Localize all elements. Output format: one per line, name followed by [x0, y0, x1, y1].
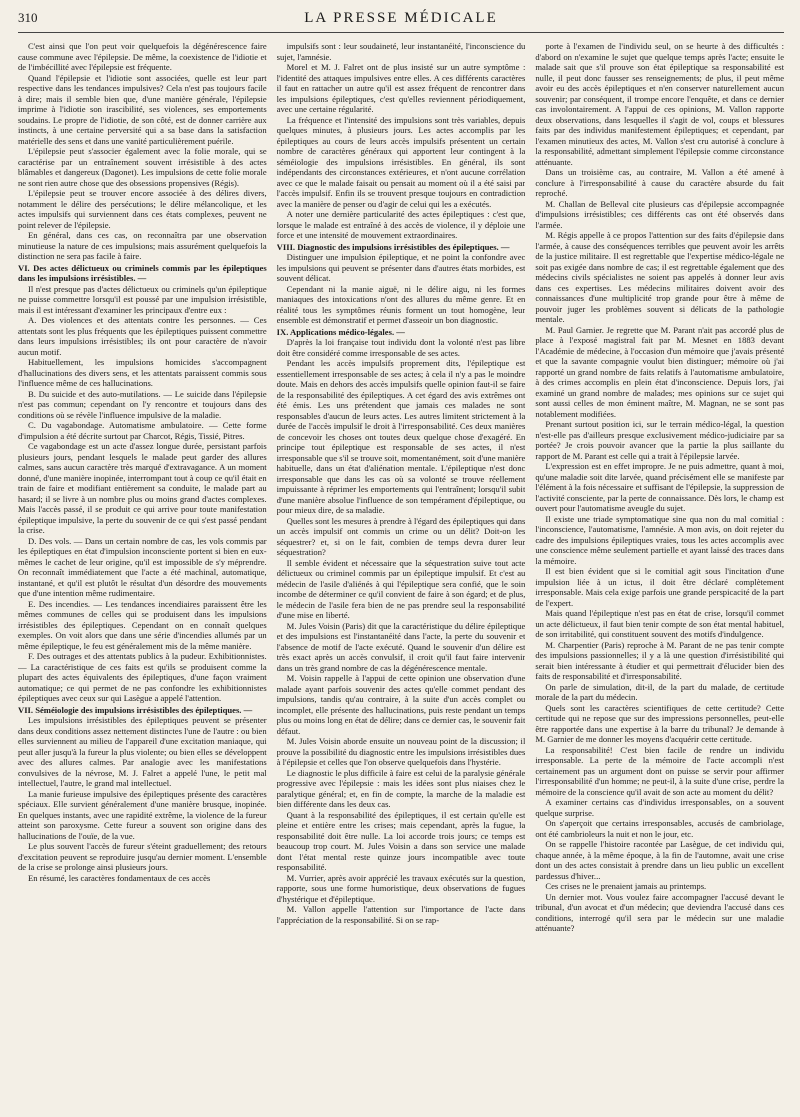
paragraph: Morel et M. J. Falret ont de plus insisté sur un autre symptôme : l'identité des attaques impulsives entre elles. A ces différents caractères il faut en rattacher un autre qu'il est assez fréquent de rencontrer dans les impulsions épileptiques, c'est qu'elles reviennent périodiquement, avec une certaine régularité. — [276, 62, 526, 114]
paragraph: A examiner certains cas d'individus irresponsables, on a souvent quelque surprise. — [535, 797, 784, 818]
paragraph: M. Jules Voisin (Paris) dit que la caractéristique du délire épileptique et des impulsions est l'instantanéité dans l'acte, la perte du souvenir et l'absence de motif de l'acte exécuté. Quand le souvenir d'un délire est très exact après un accès convulsif, il croit qu'il faut faire intervenir dans un très grand nombre de cas la dégénérescence mentale. — [276, 620, 526, 673]
section-heading: VIII. Diagnostic des impulsions irrésistibles des épileptiques. — — [276, 241, 510, 252]
paragraph: Ces crises ne le prenaient jamais au printemps. — [545, 881, 707, 891]
paragraph: Il n'est presque pas d'actes délictueux ou criminels qu'un épileptique ne puisse commettre lorsqu'il est poussé par une impulsion irrésistible, mais il est intéressant d'examiner les principaux d'entre eux : — [18, 283, 267, 315]
paragraph: La manie furieuse impulsive des épileptiques présente des caractères spéciaux. Elle survient généralement d'une manière brusque, inopinée. En quelques instants, avec une rapidité extrême, la violence de la fureur atteint son paroxysme. Cette fureur a souvent son origine dans des hallucinations de l'ouïe, de la vue. — [18, 788, 267, 841]
text-columns — [18, 41, 784, 1116]
paragraph: M. Vallon appelle l'attention sur l'importance de l'acte dans l'appréciation de la responsabilité. Si on se rap- — [276, 904, 526, 925]
paragraph: M. Jules Voisin aborde ensuite un nouveau point de la discussion; il prouve la possibilité du diagnostic entre les impulsions irrésistibles dues à l'épilepsie et celles que l'on observe quelquefois dans l'hystérie. — [276, 736, 526, 767]
paragraph: Mais quand l'épileptique n'est pas en état de crise, lorsqu'il commet un acte délictueux, il faut bien tenir compte de son état mental habituel, de son irritabilité, qui constituent souvent des motifs d'indulgence. — [535, 608, 784, 639]
paragraph: Pendant les accès impulsifs proprement dits, l'épileptique est essentiellement irresponsable de ses actes; à cela il n'y a pas le moindre doute. Mais en dehors des accès impulsifs quelle opinion faut-il se faire de la responsabilité des épileptiques. A cet égard des avis extrêmes ont été émis. Les uns prétendent que jamais ces malades ne sont responsables d'aucun de leurs actes. Les autres limitent strictement à la durée de l'accès impulsif le droit à l'irresponsabilité. Ces deux manières de concevoir les choses ont toutes deux quelque chose d'exagéré. En principe tout épileptique est responsable de ses actes, il n'est irresponsable que s'il se trouve soit, momentanément, soit d'une manière habituelle, dans un état d'aliénation mentale. L'épileptique n'est donc irresponsable que dans les cas où sa volonté se trouve réellement impuissante à réprimer les emportements qui l'entraînent; lorsqu'il subit d'une manière absolue l'influence de son tempérament d'épileptique, ou pour mieux dire, de sa maladie. — [276, 358, 526, 515]
paragraph: M. Challan de Belleval cite plusieurs cas d'épilepsie accompagnée d'impulsions irrésistibles; ces différents cas ont été observés dans l'armée. — [535, 198, 784, 230]
paragraph: On s'aperçoit que certains irresponsables, accusés de cambriolage, ont été cambrioleurs la nuit et non le jour, etc. — [535, 818, 784, 839]
paragraph: B. Du suicide et des auto-mutilations. — Le suicide dans l'épilepsie n'est pas commun; cependant on l'y rencontre et toujours dans des conditions où se révèle l'influence impulsive de la maladie. — [18, 388, 267, 420]
paragraph: Il semble évident et nécessaire que la séquestration suive tout acte délictueux ou criminel commis par un épileptique impulsif. Et c'est au médecin de l'asile d'aliénés à qui l'épileptique sera confié, que le soin incombe de déterminer ce qu'il convient de faire à son égard; et de plus, le médecin de l'asile fera bien de ne pas prendre seul la responsabilité d'une mise en liberté. — [276, 557, 526, 620]
paragraph: D'après la loi française tout individu dont la volonté n'est pas libre doit être considéré comme irresponsable de ses actes. — [276, 337, 526, 358]
paragraph: Un dernier mot. Vous voulez faire accompagner l'accusé devant le tribunal, d'un avocat et d'un médecin; que deviendra l'accusé dans ces conditions, interrogé qu'il sera par le médecin sur une maladie atténuante? — [535, 891, 784, 933]
paragraph: F. Des outrages et des attentats publics à la pudeur. Exhibitionnistes. — La caractéristique de ces faits est qu'ils se produisent comme la plupart des actes équivalents des épileptiques, d'une façon vraiment automatique; ce qui permet de ne pas confondre les exhibitionnistes épileptiques avec ceux sur qui Lasègue a appelé l'attention. — [18, 651, 267, 703]
page-header — [18, 10, 784, 33]
paragraph: Le diagnostic le plus difficile à faire est celui de la paralysie générale progressive avec l'épilepsie : mais les idées sont plus niaises chez le paralytique général; et, en fin de compte, la marche de la maladie est bien différente dans les deux cas. — [276, 767, 526, 809]
paragraph: M. Charpentier (Paris) reproche à M. Parant de ne pas tenir compte des impulsions passionnelles; il y a là une question d'irrésistibilité qui serait bien intéressante à étudier et qui permettrait d'élucider bien des faits de responsabilité et d'irresponsabilité. — [535, 639, 784, 681]
paragraph: L'épilepsie peut se trouver encore associée à des délires divers, notamment le délire des persécutions; le délire mélancolique, et les actes impulsifs qui surviennent dans ces états complexes, peuvent ne point relever de l'épilepsie. — [18, 188, 267, 230]
paragraph: M. Régis appelle à ce propos l'attention sur des faits d'épilepsie dans l'armée, à cause des conséquences terribles que peuvent avoir les arrêts de la justice militaire. Il est regrettable que l'expertise médico-légale ne soit pas exigée dans nombre de cas; il est regrettable également que des médecins civils spécialistes ne soient pas appelés à donner leur avis dans ces expertises. Les médecins militaires doivent avoir des connaissances d'une multiplicité trop grande pour être à même de pouvoir juger les problèmes souvent si délicats de la pathologie mentale. — [535, 230, 784, 324]
column-left — [18, 41, 267, 1116]
paragraph: Il existe une triade symptomatique sine qua non du mal comitial : l'inconscience, l'automatisme, l'amnésie. A mon avis, on doit rejeter du cadre des impulsions épileptiques vraies, tous les actes accomplis avec une conscience même seulement partielle et ayant laissé des traces dans la mémoire. — [535, 513, 784, 566]
paragraph: Le plus souvent l'accès de fureur s'éteint graduellement; des retours d'excitation peuvent se reproduire jusqu'au dernier moment. L'ensemble de la crise se prolonge ainsi plusieurs jours. — [18, 841, 267, 872]
page-number: 310 — [18, 10, 38, 25]
paragraph: porte à l'examen de l'individu seul, on se heurte à des difficultés : d'abord on n'examine le sujet que quelque temps après l'acte; ensuite le malade sait que s'il prouve son état épileptique sa responsabilité est nulle, il peut donc fausser ses renseignements; de plus, il peut même avoir eu des accès épileptiques et n'en conserver naturellement aucun souvenir; par conséquent, il trompe encore l'enquête, et dans ce dernier cas involontairement. A l'appui de ces opinions, M. Vallon rapporte deux observations, dans lesquelles il s'agit de vol, coups et blessures faits par des individus manifestement épileptiques; et cependant, par l'examen minutieux des actes, M. Vallon s'est cru autorisé à conclure à la responsabilité, admettant simplement l'épilepsie comme circonstance atténuante. — [535, 41, 784, 167]
paragraph: La fréquence et l'intensité des impulsions sont très variables, depuis quelques minutes, à plusieurs jours. Les actes accomplis par les épileptiques au cours de leurs accès impulsifs présentent un certain nombre de caractères généraux qui apportent leur contingent à la séméiologie des impulsions irrésistibles. En général, ils sont indépendants des circonstances extérieures, et n'ont aucune corrélation avec ce que le malade faisait ou pensait au moment où il a été saisi par l'accès impulsif. Enfin ils se trouvent presque toujours en contradiction avec la manière de penser ou d'agir de celui qui les a exécutés. — [276, 114, 526, 209]
journal-title: LA PRESSE MÉDICALE — [304, 10, 498, 26]
section-heading: VII. Séméiologie des impulsions irrésistibles des épileptiques. — — [18, 704, 253, 715]
paragraph: C. Du vagabondage. Automatisme ambulatoire. — Cette forme d'impulsion a été décrite surtout par Charcot, Régis, Tissié, Pitres. — [18, 420, 267, 441]
paragraph: E. Des incendies. — Les tendances incendiaires paraissent être les mêmes communes de celles qui se produisent dans les impulsions irrésistibles des épileptiques. Cependant on en connaît quelques exemples. On voit alors que dans une série d'incendies allumés par un même épileptique, le feu est généralement mis de la même manière. — [18, 598, 267, 651]
paragraph: En général, dans ces cas, on reconnaîtra par une observation minutieuse la nature de ces impulsions; mais assurément quelquefois la distinction ne sera pas facile à faire. — [18, 230, 267, 261]
paragraph: M. Paul Garnier. Je regrette que M. Parant n'ait pas accordé plus de place à l'exposé magistral fait par M. Mesnet en 1883 devant l'Académie de médecine, à l'occasion d'un mémoire que j'avais présenté et que la savante compagnie voulut bien distinguer; mémoire où j'ai rapporté un grand nombre de faits relatifs à l'automatisme ambulatoire, à des crimes accomplis en plein état d'inconscience. Depuis lors, j'ai examiné un grand nombre de malades; mes opinions sur ce sujet qui sont aussi celles de mon éminent maître, M. Magnan, ne se sont pas notablement modifiées. — [535, 324, 784, 419]
paragraph: Quels sont les caractères scientifiques de cette certitude? Cette certitude qui ne repose que sur des impressions personnelles, peut-elle être rapportée dans une expertise à la barre du tribunal? Je demande à M. Garnier de me donner les moyens d'acquérir cette certitude. — [535, 702, 784, 744]
paragraph: M. Vurrier, après avoir apprécié les travaux exécutés sur la question, rapporte, sous une forme humoristique, deux observations de fugues d'hystérique et d'épileptique. — [276, 872, 526, 904]
section-heading: IX. Applications médico-légales. — — [276, 326, 405, 337]
paragraph: Il est bien évident que si le comitial agit sous l'incitation d'une impulsion liée à un ictus, il doit être déclaré complètement irresponsable. Mais cela exige parfois une grande perspicacité de la part de l'expert. — [535, 566, 784, 608]
paragraph: L'épilepsie peut s'associer également avec la folie morale, qui se caractérise par un entraînement souvent irrésistible à des actes blâmables et dangereux (Dagonet). Les impulsions de cette folie morale ne sont rien autre chose que des obsessions propensives (Régis). — [18, 146, 267, 188]
paragraph: Dans un troisième cas, au contraire, M. Vallon a été amené à conclure à l'irresponsabilité à cause du caractère absurde du fait reproché. — [535, 167, 784, 198]
paragraph: Quand l'épilepsie et l'idiotie sont associées, quelle est leur part respective dans les tendances impulsives? Cela n'est pas toujours facile à dire; mais il semble bien que, d'une manière générale, l'épilepsie imprime à l'idiotie son irascibilité, ses violences, ses emportements soudains. Le propre de l'idiotie, de son côté, est de donner carrière aux instincts, à une certaine perversité qui a sa base dans la satisfaction matérielle des sens et dans une vanité particulièrement puérile. — [18, 72, 267, 146]
paragraph: La responsabilité! C'est bien facile de rendre un individu irresponsable. La perte de la mémoire de l'acte accompli n'est certainement pas un argument dont on puisse se servir pour affirmer l'irresponsabilité d'un homme; ne peut-il, à la suite d'une crise, perdre la mémoire de la conscience qu'il avait de son acte au moment du délit? — [535, 744, 784, 797]
paragraph: Cependant ni la manie aiguë, ni le délire aigu, ni les formes maniaques des intoxications n'ont des allures du même genre. Et en réalité tous les symptômes réunis forment un tout homogène, leur ensemble est démonstratif et permet d'asseoir un bon diagnostic. — [276, 283, 526, 325]
paragraph: L'expression est en effet impropre. Je ne puis admettre, quant à moi, qu'une maladie soit dite larvée, quand précisément elle se manifeste par l'élément à la fois nécessaire et suffisant de l'épilepsie, la suppression de l'activité consciente, par la perte de connaissance. Dès lors, le champ est ouvert pour l'automatisme aveugle du sujet. — [535, 461, 784, 513]
paragraph: Les impulsions irrésistibles des épileptiques peuvent se présenter dans deux conditions assez nettement distinctes l'une de l'autre : ou bien elles surviennent au milieu de l'appareil d'une excitation maniaque, qui peut aller jusqu'à la fureur la plus violente; ou bien elles se développent avec des allures calmes. Par analogie avec les manifestations convulsives de la névrose, M. J. Falret a appelé l'une, le petit mal intellectuel, l'autre, le grand mal intellectuel. — [18, 715, 267, 788]
paragraph: C'est ainsi que l'on peut voir quelquefois la dégénérescence faire cause commune avec l'épilepsie. De même, la coexistence de l'idiotie et de l'imbécillité avec l'épilepsie est fréquente. — [18, 41, 267, 72]
paragraph: Ce vagabondage est un acte d'assez longue durée, persistant parfois plusieurs jours, pendant lesquels le malade peut garder des allures calmes, sans aucun caractère très marqué d'extravagance. A un moment donné, d'une manière inopinée, interrompant tout à coup ce qu'il était en train de faire et modifiant entièrement sa conduite, le malade part au hasard; il se livre à un nombre plus ou moins grand d'actes complexes. Mais l'accès passé, il se produit ce qui arrive pour toute manifestation épileptique impulsive, la perte du souvenir de ce qui s'est passé pendant la crise. — [18, 441, 267, 535]
paragraph: A noter une dernière particularité des actes épileptiques : c'est que, lorsque le malade est entraîné à des accès de violence, il y déploie une force et une intensité de mouvement extraordinaires. — [276, 209, 526, 240]
column-right — [535, 41, 784, 1116]
paragraph: impulsifs sont : leur soudaineté, leur instantanéité, l'inconscience du sujet, l'amnésie. — [276, 41, 526, 62]
paragraph: On parle de simulation, dit-il, de la part du malade, de certitude morale de la part du médecin. — [535, 681, 784, 702]
paragraph: Distinguer une impulsion épileptique, et ne point la confondre avec les impulsions qui peuvent se présenter dans d'autres états morbides, est souvent délicat. — [276, 252, 526, 283]
paragraph: M. Voisin rappelle à l'appui de cette opinion une observation d'une malade ayant parfois souvenir des actes qu'elle commet pendant des impulsions, tandis qu'au contraire, à la suite d'un accès complet ou incomplet, elle présente des hallucinations, puis reste pendant un temps plus ou moins long en état de délire; dans ce dernier cas, le souvenir fait défaut. — [276, 673, 526, 736]
paragraph: Prenant surtout position ici, sur le terrain médico-légal, la question n'est-elle pas d'ailleurs presque exclusivement médico-judiciaire par sa portée? Je crois pouvoir avancer que la partie la plus saillante du rapport de M. Parant est celle qui a trait à l'épilepsie larvée. — [535, 419, 784, 461]
column-middle — [277, 41, 526, 1116]
paragraph: D. Des vols. — Dans un certain nombre de cas, les vols commis par les épileptiques en état d'impulsion inconsciente portent si bien en eux-mêmes le cachet de leur origine, qu'il est impossible de s'y méprendre. On reconnaît immédiatement que l'acte a été machinal, automatique, instantané, et qu'il est plutôt le résultat d'un désordre des mouvements que d'une intention même rudimentaire. — [18, 535, 267, 598]
paragraph: On se rappelle l'histoire racontée par Lasègue, de cet individu qui, chaque année, à la même époque, à la fin de l'automne, avait une crise dont un des actes consistait à prendre dans un lieu public un excellent pardessus d'hiver... — [535, 839, 784, 881]
paragraph: En résumé, les caractères fondamentaux de ces accès — [28, 872, 211, 883]
paragraph: Quelles sont les mesures à prendre à l'égard des épileptiques qui dans un accès impulsif ont commis un crime ou un délit? Doit-on les séquestrer? et, si on le fait, combien de temps devra durer leur séquestration? — [276, 515, 526, 557]
paragraph: Habituellement, les impulsions homicides s'accompagnent d'hallucinations des divers sens, et les attentats paraissent commis sous l'influence même de ces hallucinations. — [18, 357, 267, 388]
section-heading: VI. Des actes délictueux ou criminels commis par les épileptiques dans les impulsions irrésistibles. — — [18, 262, 267, 283]
paragraph: Quant à la responsabilité des épileptiques, il est certain qu'elle est pleine et entière entre les crises; mais cependant, après la fugue, la responsabilité doit être nulle. La loi accorde trois jours; ce temps est beaucoup trop court. M. Jules Voisin a dans son service une malade dont l'état mental reste quinze jours incompatible avec toute responsabilité. — [276, 809, 526, 872]
paragraph: A. Des violences et des attentats contre les personnes. — Ces attentats sont les plus fréquents que les épileptiques puissent commettre dans leurs impulsions irrésistibles; ils ont pour caractère de n'avoir aucun motif. — [18, 315, 267, 357]
